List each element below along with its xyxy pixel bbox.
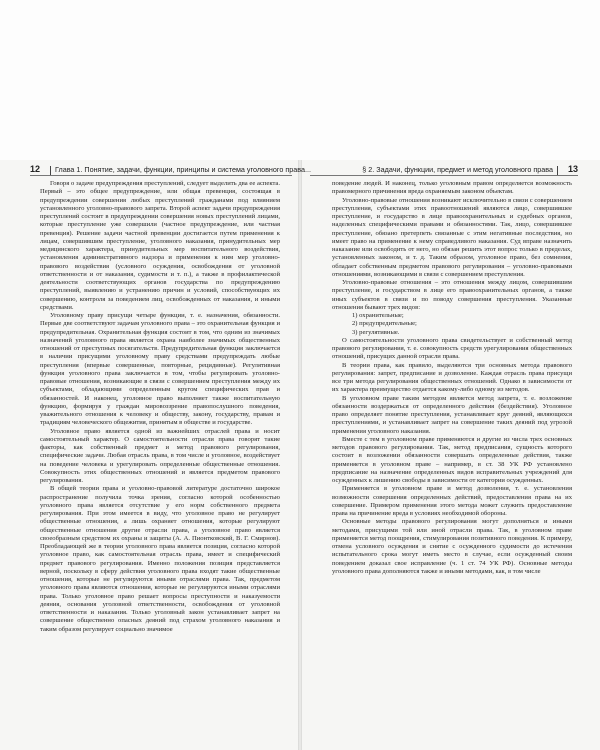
body-paragraph: Говоря о задаче предупреждения преступлений, следует выделить два ее аспекта. Первый – это общее предупреждение, или общая превенция, состоящая в предупреждении совершения любых преступлений гражданами под влиянием установленного уголовно-правового запрета. Второй аспект задачи предупреждения преступлений состоит в предупреждении совершения новых преступлений лицами, которые преступление уже совершили (частное предупреждение, или частная превенция). Решение задачи частной превенции достигается путем применения к лицам, совершившим преступление, уголовного наказания, принудительных мер медицинского характера, принудительных мер воспитательного воздействия, установления административного надзора и применения к ним мер уголовно-правового воздействия (условного осуждения, освобождения от уголовной ответственности и от наказания, судимости и т. п.), а также в профилактической деятельности соответствующих органов государства по предупреждению преступлений, выявлению и устранению причин и условий, способствующих их совершению, контроля за поведением лиц, освобожденных от наказания, и иными средствами. xyxy=(40,180,280,311)
header-rule xyxy=(310,175,578,176)
header-rule xyxy=(30,175,292,176)
body-paragraph: В теории права, как правило, выделяются три основных метода правового регулирования: запрет, предписание и дозволение. Каждая отрасль права присущи все три метода регулирования общественных отношений. Однако в зависимости от их характера преимущество отдается какому-либо одному из методов. xyxy=(332,361,572,394)
right-page-body xyxy=(332,180,572,746)
header-separator xyxy=(557,166,558,175)
body-paragraph: Уголовному праву присущи четыре функции, т. е. назначения, обязанности. Первые две соответствуют задачам уголовного права – это охранительная функция и предупредительная. Охранительная функция состоит в том, что одним из значимых назначений уголовного права является охрана наиболее значимых общественных отношений от преступных посягательств. Предупредительная функция заключается в наличии присущими уголовному праву средствами предупреждать любые преступления (впервые совершенные, повторные, рецидивные). Регулятивная функция уголовного права заключается в том, чтобы регулировать уголовно-правовые отношения, возникающие в связи с совершением преступления между их субъектами, обладающими определенным кругом специфических прав и обязанностей. И наконец, уголовное право выполняет также воспитательную функцию, формируя у граждан мировоззрение правопослушного поведения, уважительного отношения к человеку и обществу, закону, государству, правам и традициям человеческого общежития, принятым в обществе и государстве. xyxy=(40,312,280,427)
body-paragraph: Основные методы правового регулирования могут дополняться и иными методами, присущими той или иной отрасли права. Так, в уголовном праве применяется метод поощрения, стимулирования позитивного поведения. К примеру, отмена условного осуждения и снятие с осужденного судимости до истечения испытательного срока могут иметь место в случае, если осужденный своим поведением доказал свое исправление (ч. 1 ст. 74 УК РФ). Основные методы уголовного права дополняются также и иными методами, как, в том числе xyxy=(332,518,572,575)
blank-upper-area xyxy=(0,0,600,160)
right-running-title: § 2. Задачи, функции, предмет и метод уголовного права xyxy=(362,165,553,174)
body-paragraph: поведение людей. И наконец, только уголовным правом определяется возможность правомерного причинения вреда охраняемым законом объектам. xyxy=(332,180,572,196)
body-paragraph: Уголовно-правовые отношения – это отношения между лицом, совершившим преступление, и государством в лице его правоохранительных органов, а также иных субъектов в связи и по поводу совершения преступления. Указанные отношения бывают трех видов: xyxy=(332,279,572,311)
right-page-number: 13 xyxy=(567,164,578,174)
left-page-number: 12 xyxy=(30,164,41,174)
body-paragraph: В общей теории права и уголовно-правовой литературе достаточно широкое распространение получила точка зрения, согласно которой особенностью уголовного права является отсутствие у его норм собственного предмета регулирования. При этом имеется в виду, что уголовное право не регулирует общественные отношения, а лишь охраняет отношения, которые регулируют общественные отношения другие отрасли права, а уголовное право является своеобразным средством их охраны и защиты (А. А. Пионтковский, В. Г. Смирнов). Преобладающей же в теории уголовного права является позиция, согласно которой уголовное право, как самостоятельная отрасль права, имеет и специфический предмет правового регулирования. Именно положения позиция представляется верной, поскольку в сферу действия уголовного права входят такие общественные отношения, которые не регулируются иными отраслями права. Так, предметом уголовного права являются отношения, которые не регулируются иными отраслями права. Только уголовное право решает вопросы преступности и наказуемости деяния, основания уголовной ответственности, освобождения от уголовной ответственности и наказания. Только уголовный закон устанавливает запрет на совершение общественно опасных деяний под страхом уголовного наказания и таким образом регулирует социально значимое xyxy=(40,485,280,633)
left-running-header xyxy=(30,163,311,175)
body-paragraph: Вместе с тем в уголовном праве применяются и другие из числа трех основных методов правового регулирования. Так, метод предписания, сущность которого состоит в возложении обязанности совершать определенные действия, также применяется в уголовном праве – например, в ст. 38 УК РФ установлено предписание на назначение определенных видов исправительных учреждений для осужденных к лишению свободы в зависимости от категории осужденных. xyxy=(332,435,572,484)
body-paragraph: Уголовное право является одной из важнейших отраслей права и носит самостоятельный характер. О самостоятельности отрасли права говорят такие факторы, как собственный предмет и метод правового регулирования, специфические задачи. Любая отрасль права, в том числе и уголовное, воздействует на поведение человека и урегулировать определенные общественные отношения. Совокупность этих общественных отношений и является предметом правового регулирования. xyxy=(40,427,280,484)
list-item: 2) предупредительные; xyxy=(352,320,417,328)
body-paragraph: Применяется в уголовном праве и метод дозволения, т. е. установления возможности совершения определенных действий, предоставления права на их совершение. Примером применения этого метода может служить предоставление права на причинение вреда в условиях необходимой обороны. xyxy=(332,485,572,517)
left-page-body xyxy=(40,180,280,746)
header-separator xyxy=(50,166,51,175)
body-paragraph: О самостоятельности уголовного права свидетельствует и собственный метод правового регулирования, т. е. совокупность средств урегулирования общественных отношений, присущих данной отрасли права. xyxy=(332,336,572,361)
list-item: 1) охранительные; xyxy=(352,312,404,319)
right-running-header xyxy=(310,163,578,175)
left-running-title: Глава 1. Понятие, задачи, функции, принципы и система уголовного права... xyxy=(55,165,311,174)
body-paragraph: Уголовно-правовые отношения возникают исключительно в связи с совершением преступления, субъектами этих правоотношений являются лицо, совершившее преступление, и государство в лице правоохранительных и судебных органов, наделенных специфическими правами и обязанностями. Так, лицо, совершившее преступление, обязано претерпеть связанные с этим негативные последствия, но имеет право на применение к нему справедливого наказания. Суд вправе назначить наказание или освободить от него, но обязан решить этот вопрос только в пределах, установленных законом, и т. д. Таким образом, уголовное право, без сомнения, обладает собственным предметом правового регулирования – уголовно-правовыми отношениями, возникающими в связи с совершением преступления. xyxy=(332,196,572,278)
list-item: 3) регулятивные. xyxy=(352,328,400,336)
body-paragraph: В уголовном праве таким методом является метод запрета, т. е. возложение обязанности воздержаться от определенного действия (бездействия). Уголовное право определяет понятие преступления, устанавливает круг деяний, являющихся преступлениями, и устанавливает запрет на совершение таких деяний под угрозой применения уголовного наказания. xyxy=(332,394,572,435)
